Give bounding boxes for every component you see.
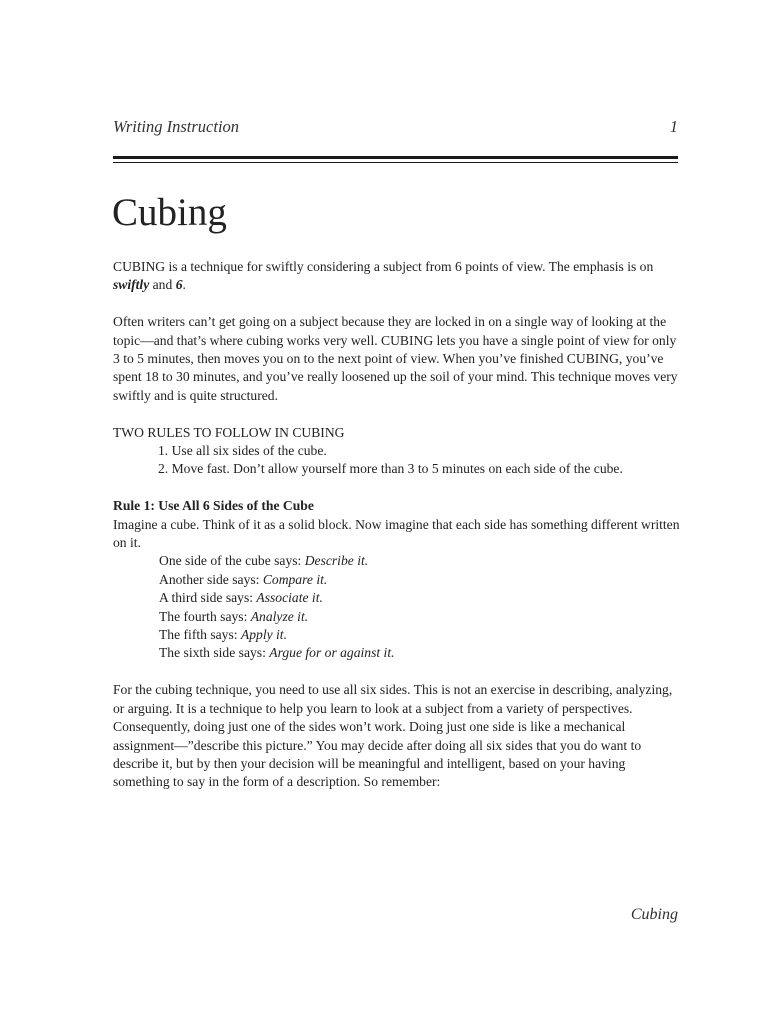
header-rule-thick [113, 156, 678, 159]
body-text [113, 258, 683, 792]
rule-list-item: 2. Move fast. Don’t allow yourself more than 3 to 5 minutes on each side of the cube. [158, 461, 623, 477]
intro-emphasis-six: 6 [175, 277, 183, 293]
rule1-section [113, 497, 683, 663]
paragraph-use-all-sides: For the cubing technique, you need to use all six sides. This is not an exercise in describing, analyzing, or arguing. It is a technique to help you learn to look at a subject from a variety of perspectives. Consequently, doing just one of the sides won’t work. Doing just one side is like a mechanical assignment—”describe this picture.” You may decide after doing all six sides that you do want to describe it, but by then your decision will be meaningful and intelligent, based on your having something to say in the form of a description. So remember: [113, 682, 673, 790]
cube-side-prefix: One side of the cube says: [159, 553, 305, 569]
cube-side-action: Apply it. [240, 627, 287, 643]
intro-text: CUBING is a technique for swiftly considering a subject from 6 points of view. The emphasis is on [113, 259, 654, 274]
cube-side-prefix: The fourth says: [159, 608, 251, 624]
running-footer: Cubing [630, 906, 678, 923]
cube-side-action: Describe it. [304, 553, 369, 569]
two-rules-section [113, 424, 683, 479]
cube-side-prefix: Another side says: [159, 571, 263, 587]
rule1-intro: Imagine a cube. Think of it as a solid block. Now imagine that each side has something different written on it. [113, 516, 680, 551]
page-title: Cubing [112, 191, 227, 234]
cube-side-line [113, 552, 683, 570]
intro-end: . [182, 277, 186, 293]
running-header [113, 117, 678, 139]
rule1-heading: Rule 1: Use All 6 Sides of the Cube [113, 498, 314, 514]
cube-side-action: Compare it. [262, 571, 328, 587]
cube-side-line [113, 608, 683, 626]
cube-side-line [113, 589, 683, 607]
cube-side-line [113, 571, 683, 589]
paragraph-locked-in: Often writers can’t get going on a subject because they are locked in on a single way of looking at the topic—and that’s where cubing works very well. CUBING lets you have a single point of view for only 3 to 5 minutes, then moves you on to the next point of view. When you’ve finished CUBING, you’ve spent 18 to 30 minutes, and you’ve really loosened up the soil of your mind. This technique moves very swiftly and is quite structured. [113, 314, 678, 403]
intro-paragraph [113, 258, 683, 295]
cube-side-line [113, 644, 683, 662]
header-page-number: 1 [669, 117, 678, 136]
intro-emphasis-swiftly: swiftly [113, 277, 150, 293]
two-rules-heading: TWO RULES TO FOLLOW IN CUBING [113, 424, 345, 440]
cube-side-line [113, 626, 683, 644]
cube-side-prefix: A third side says: [159, 590, 257, 606]
cube-side-action: Associate it. [256, 590, 323, 606]
cube-side-action: Analyze it. [250, 608, 309, 624]
cube-side-prefix: The fifth says: [159, 627, 241, 643]
rule-list-item: 1. Use all six sides of the cube. [158, 443, 327, 459]
cube-side-prefix: The sixth side says: [159, 645, 270, 661]
header-section-title: Writing Instruction [113, 117, 240, 136]
header-rule-thin [113, 162, 678, 163]
intro-and: and [149, 277, 176, 293]
cube-side-action: Argue for or against it. [269, 645, 395, 661]
